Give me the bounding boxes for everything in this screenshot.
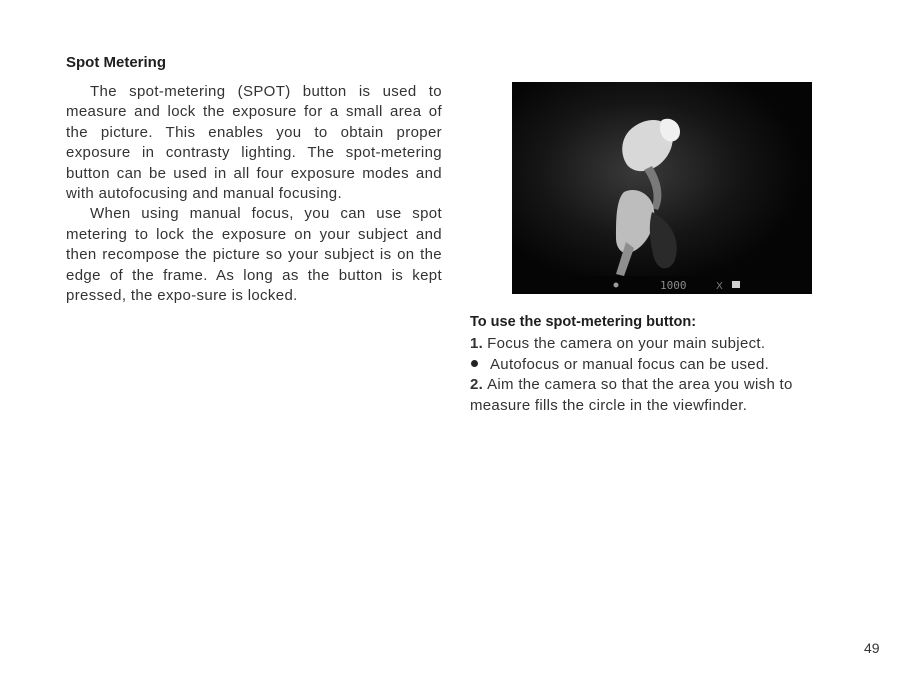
instruction-step-2 xyxy=(470,375,850,416)
shutter-readout: 1000 xyxy=(660,279,687,292)
viewfinder-illustration xyxy=(512,82,812,294)
page-heading: Spot Metering xyxy=(66,54,166,71)
instructions-title: To use the spot-metering button: xyxy=(470,314,697,330)
body-paragraph-1: The spot-metering (SPOT) button is used to measure and lock the exposure for a small area of the picture. This enables you to obtain proper exposure in contrasty lighting. The spot-metering button can be used in all four exposure modes and with autofocusing and manual focusing. xyxy=(66,83,442,203)
bullet-icon xyxy=(471,360,478,367)
page-number: 49 xyxy=(864,640,880,656)
instruction-bullet xyxy=(470,355,850,375)
focus-indicator-icon xyxy=(614,283,619,288)
instruction-step-1 xyxy=(470,334,850,354)
viewfinder-photo xyxy=(512,82,812,294)
step-2-number: 2. xyxy=(470,376,484,394)
step-1-number: 1. xyxy=(470,335,484,353)
step-1-text: Focus the camera on your main subject. xyxy=(487,335,766,353)
body-text-column xyxy=(66,82,442,306)
instructions-column xyxy=(470,312,850,416)
bullet-text: Autofocus or manual focus can be used. xyxy=(490,355,770,373)
body-paragraph-2: When using manual focus, you can use spot metering to lock the exposure on your subject and then recompose the picture so your subject is on the edge of the frame. As long as the button is kept pressed, the expo-sure is locked. xyxy=(66,205,442,305)
spot-indicator-icon xyxy=(732,281,740,288)
flash-unit-readout: X xyxy=(716,281,723,292)
step-2-text: Aim the camera so that the area you wish to measure fills the circle in the viewfinder. xyxy=(470,376,793,414)
